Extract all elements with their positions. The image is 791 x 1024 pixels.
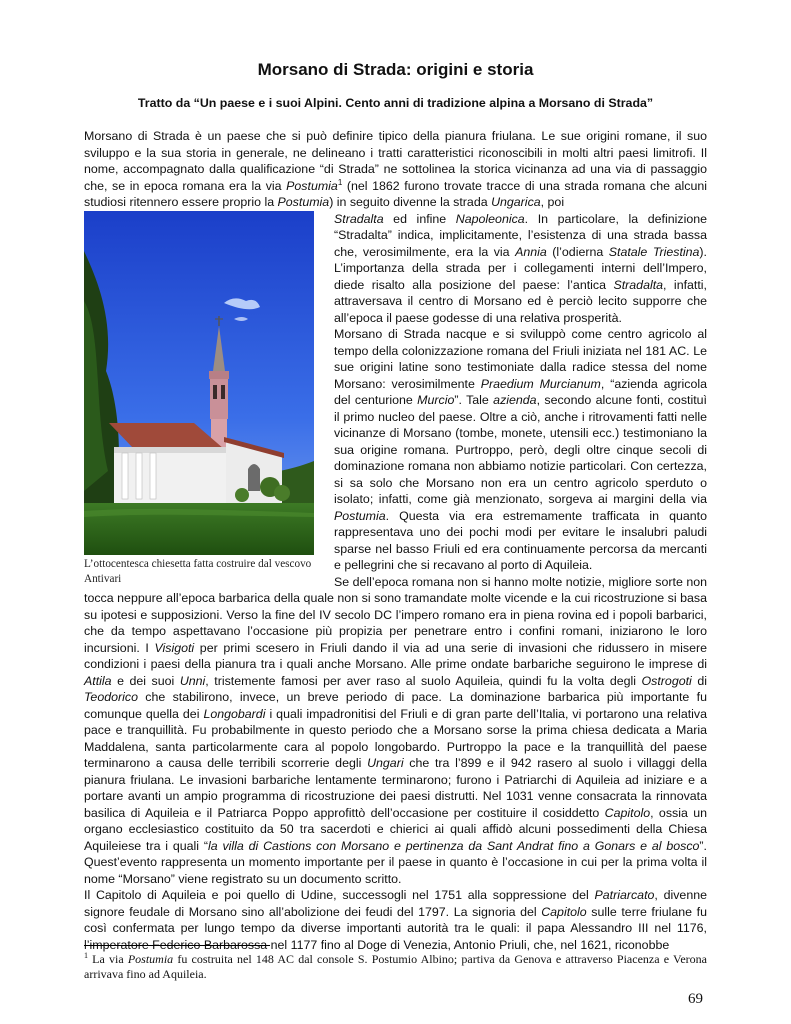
page-subtitle: Tratto da “Un paese e i suoi Alpini. Cento anni di tradizione alpina a Morsano di Strada” bbox=[137, 96, 654, 110]
page-number: 69 bbox=[688, 991, 703, 1007]
church-photo bbox=[84, 211, 314, 555]
wrapped-paragraph: Stradalta ed infine Napoleonica. In particolare, la definizione “Stradalta” indica, implicitamente, l’esistenza di una strada bassa che, verosimilmente, era la via Annia (l’odierna Statale Triestina). L’importanza della strada per i collegamenti interni dell’Impero, diede risalto alla posizione del paese: l’antica Stradalta, infatti, attraversava il centro di Morsano ed è perciò lecito supporre che all’epoca il paese godesse di una relativa prosperità. bbox=[334, 211, 707, 325]
barbarian-era-paragraph: Se dell’epoca romana non si hanno molte notizie, migliore sorte non tocca neppure all’epoca barbarica della quale non si sono tramandate molte vicende e la cui ricostruzione si basa su ipotesi e supposizioni. Verso la fine del IV secolo DC l’impero romano era in piena rovina ed i popoli barbarici, che da tempo aspettavano l’occasione più propizia per penetrare entro i confini romani, iniziarono le loro incursioni. I Visigoti per primi scesero in Friuli dando il via ad una serie di invasioni che ridussero in misere condizioni i paesi della pianura tra i quali anche Morsano. Alle prime ondate barbariche seguirono le imprese di Attila e dei suoi Unni, tristemente famosi per aver raso al suolo Aquileia, quindi fu la volta degli Ostrogoti di Teodorico che stabilirono, invece, un breve periodo di pace. La dominazione barbarica più importante fu comunque quella dei Longobardi i quali impadronitisi del Friuli e di gran parte dell’Italia, vi portarono una relativa pace e tranquillità. Fu probabilmente in questo periodo che a Morsano sorse la prima chiesa dedicata a Maria Maddalena, santa particolarmente cara al popolo longobardo. Purtroppo la pace e la tranquillità del paese terminarono a causa delle terribili scorrerie degli Ungari che tra l’899 e il 942 rasero al suolo i villaggi della pianura friulana. Le invasioni barbariche lentamente terminarono; furono i Patriarchi di Aquileia ad iniziare e a portare avanti un ampio programma di ricostruzione dei paesi distrutti. Nel 1031 venne consacrata la rinnovata basilica di Aquileia e il Patriarca Poppo approfittò dell’occasione per costituire il cosiddetto Capitolo, ossia un organo ecclesiastico costituito da 50 tra sacerdoti e chierici ai quali affidò alcuni possedimenti della Chiesa Aquileiese tra i quali “la villa di Castions con Morsano e pertinenza da Sant Andrat fino a Gonars e al bosco”. Quest’evento rappresenta un momento importante per il paese in quanto è l’occasione in cui per la prima volta il nome “Morsano” viene registrato su un documento scritto. bbox=[84, 574, 707, 886]
article-body bbox=[84, 128, 707, 953]
church-figure bbox=[84, 211, 320, 587]
footnote-divider bbox=[84, 945, 270, 946]
footnote-ref: 1 bbox=[337, 177, 343, 187]
footnote: $^1$ La via Postumia fu costruita nel 148 AC dal console S. Postumio Albino; partiva da Genova e attraverso Piacenza e Verona arrivava fino ad Aquileia. bbox=[84, 951, 707, 981]
figure-caption: L’ottocentesca chiesetta fatta costruire dal vescovo Antivari bbox=[84, 557, 312, 585]
chapter-paragraph: Il Capitolo di Aquileia e poi quello di Udine, successogli nel 1751 alla soppressione del Patriarcato, divenne signore feudale di Morsano sino all’abolizione dei feudi del 1797. La signoria del Capitolo sulle terre friulane fu così confermata per lungo tempo da diverse importanti autorità tra le quali: il papa Alessandro III nel 1176, l’imperatore Federico Barbarossa nel 1177 fino al Doge di Venezia, Antonio Priuli, che, nel 1621, riconobbe bbox=[84, 888, 708, 952]
page-title: Morsano di Strada: origini e storia bbox=[257, 60, 534, 79]
footnote-number: 1 bbox=[84, 951, 88, 960]
intro-paragraph: Morsano di Strada è un paese che si può definire tipico della pianura friulana. Le sue origini romane, il suo sviluppo e la sua storia in generale, ne delineano i tratti caratteristici riconoscibili in molti altri paesi limitrofi. Il nome, accompagnato dalla qualificazione “di Strada” ne sottolinea la storica vicinanza ad una via di passaggio che, se in epoca romana era la via Postumia$^1$ (nel 1862 furono trovate tracce di una strada romana che alcuni studiosi ritennero essere proprio la Postumia) in seguito divenne la strada Ungarica, poi bbox=[84, 129, 708, 209]
roman-origins-paragraph: Morsano di Strada nacque e si sviluppò come centro agricolo al tempo della colonizzazione romana del Friuli iniziata nel 181 AC. Le sue origini latine sono testimoniate dalla radice stessa del nome Morsano: verosimilmente Praedium Murcianum, “azienda agricola del centurione Murcio”. Tale azienda, secondo alcune fonti, costituì il primo nucleo del paese. Oltre a ciò, anche i ritrovamenti fatti nelle vicinanze di Morsano (tombe, monete, utensili ecc.) testimoniano la sua origine romana. Purtroppo, però, degli oltre cinque secoli di dominazione romana non abbiamo notizie particolari. Con certezza, si sa solo che Morsano non era un centro agricolo sperduto o isolato; infatti, come già menzionato, sorgeva ai margini della via Postumia. Questa via era estremamente trafficata in quanto rappresentava uno dei pochi modi per evitare le insalubri paludi sparse nel basso Friuli ed era continuamente percorsa da mercanti e pellegrini che si recavano al porto di Aquileia. bbox=[334, 327, 707, 572]
